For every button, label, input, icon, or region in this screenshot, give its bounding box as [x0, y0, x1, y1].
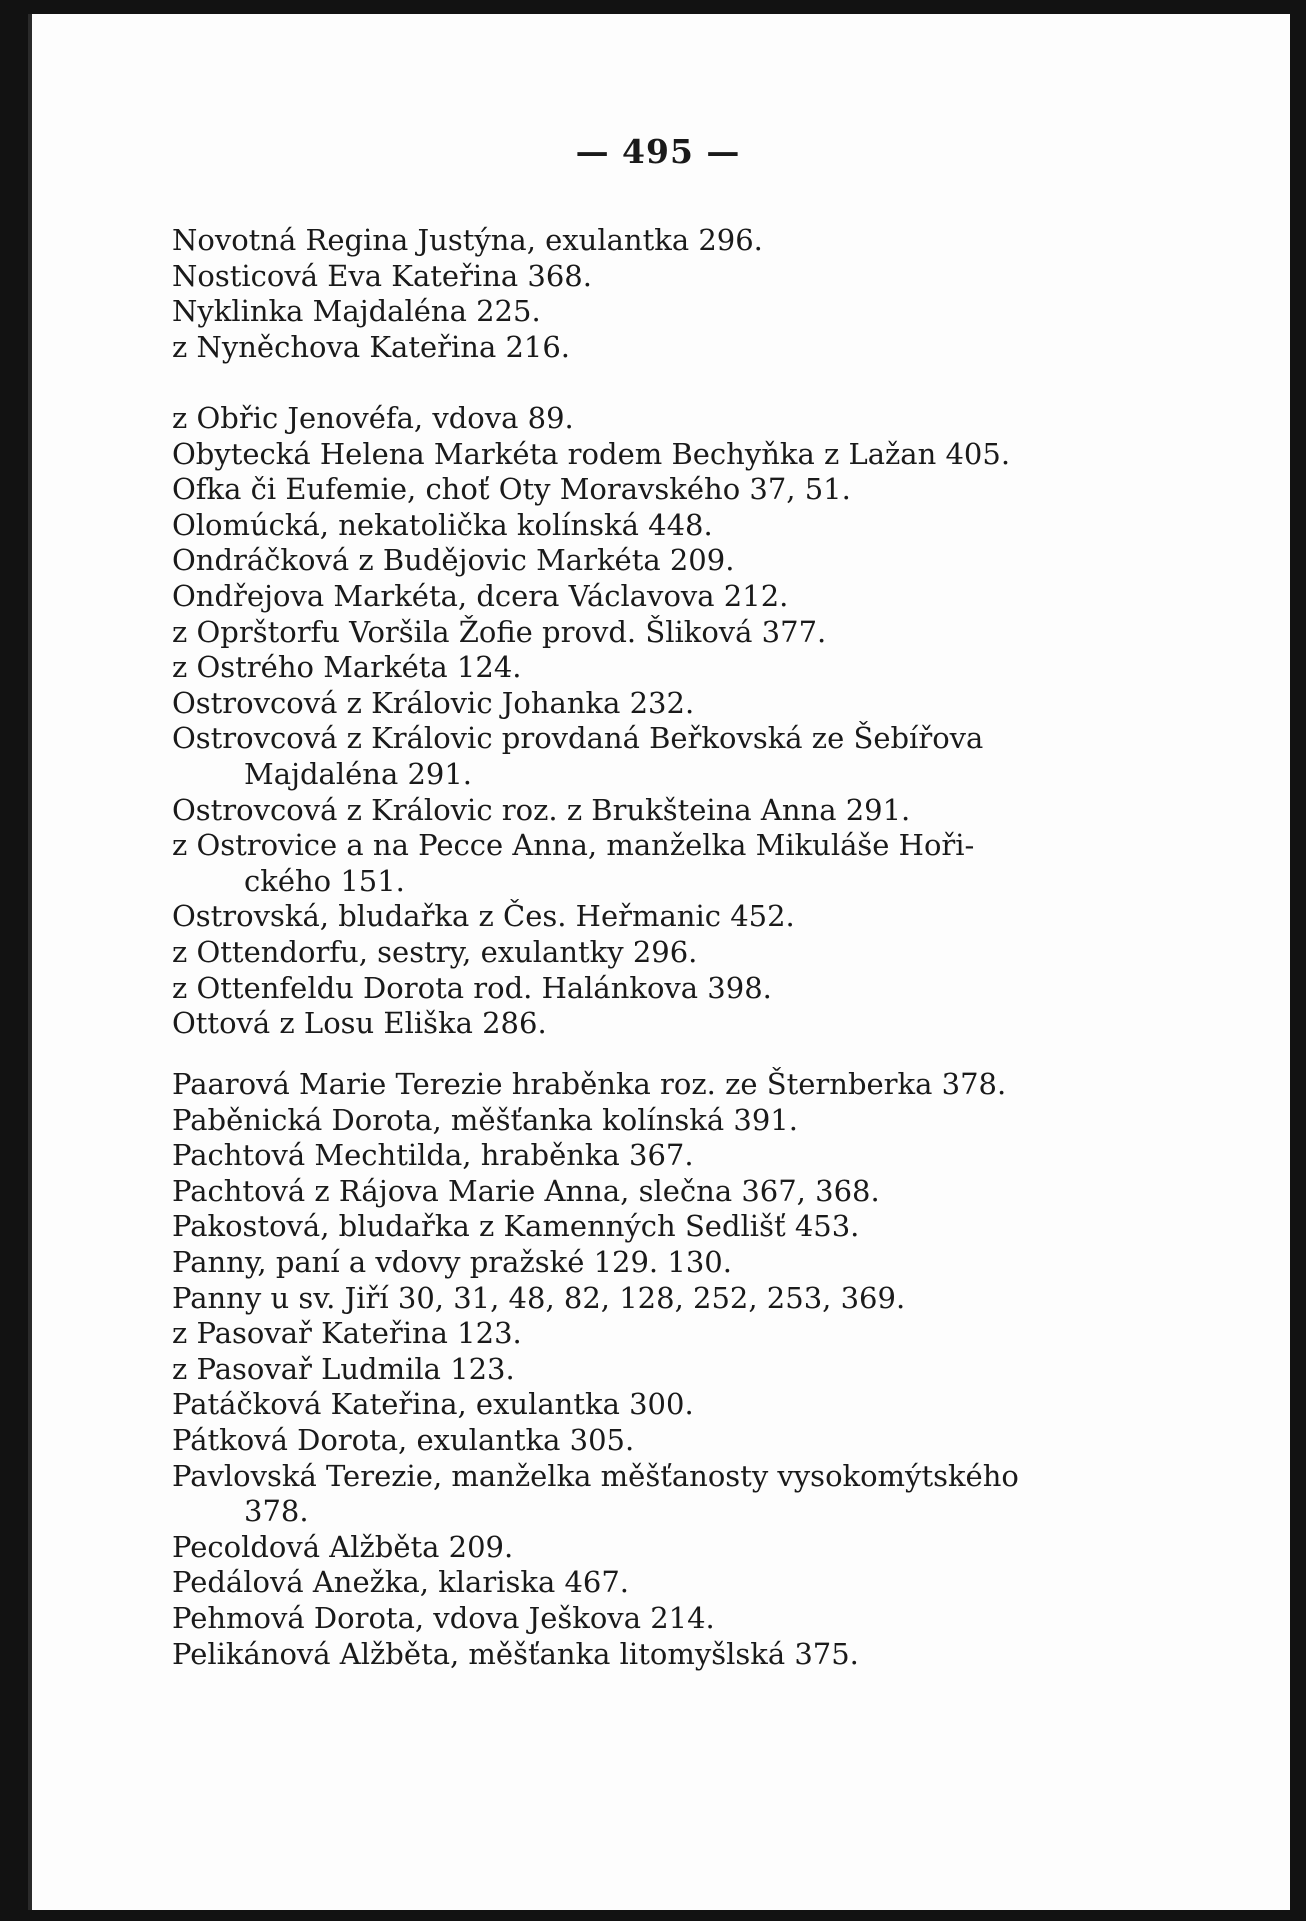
index-entry: z Pasovař Ludmila 123. [172, 1351, 515, 1386]
index-entry: Pehmová Dorota, vdova Ješkova 214. [172, 1600, 715, 1635]
book-page [28, 14, 1290, 1910]
index-entry: Ostrovcová z Královic roz. z Brukšteina Anna 291. [172, 792, 911, 827]
index-entry: z Ostrovice a na Pecce Anna, manželka Mikuláše Hoři- [172, 828, 975, 863]
index-entry: Pachtová z Rájova Marie Anna, slečna 367, 368. [172, 1173, 880, 1208]
index-entry: Pachtová Mechtilda, hraběnka 367. [172, 1138, 694, 1173]
index-entry-continuation: Majdaléna 291. [244, 756, 473, 791]
index-entry: Ostrovcová z Královic provdaná Beřkovská ze Šebířova [172, 721, 984, 756]
index-entry: Pavlovská Terezie, manželka měšťanosty vysokomýtského [172, 1458, 1019, 1493]
index-entry: Novotná Regina Justýna, exulantka 296. [172, 223, 763, 257]
index-entry: Pecoldová Alžběta 209. [172, 1529, 514, 1564]
index-entry: Ondřejova Markéta, dcera Václavova 212. [172, 578, 789, 613]
index-block-p [172, 1067, 1162, 1672]
index-entry: z Ottenfeldu Dorota rod. Halánkova 398. [172, 970, 772, 1005]
index-entry: Ostrovská, bludařka z Čes. Heřmanic 452. [172, 899, 795, 934]
index-entry: Panny, paní a vdovy pražské 129. 130. [172, 1244, 732, 1279]
index-block-n [172, 223, 1162, 365]
index-entry: Ondráčková z Budějovic Markéta 209. [172, 543, 735, 578]
index-entry: Pelikánová Alžběta, měšťanka litomyšlská 375. [172, 1636, 859, 1671]
index-entry: Patáčková Kateřina, exulantka 300. [172, 1387, 694, 1422]
index-entry: z Pasovař Kateřina 123. [172, 1316, 522, 1351]
index-entry: Pedálová Anežka, klariska 467. [172, 1565, 630, 1600]
index-entry-continuation: ckého 151. [244, 863, 405, 898]
index-entry: z Oprštorfu Voršila Žofie provd. Šliková 377. [172, 614, 827, 649]
index-entry: Obytecká Helena Markéta rodem Bechyňka z Lažan 405. [172, 436, 1011, 471]
index-entry: Pakostová, bludařka z Kamenných Sedlišť 453. [172, 1209, 860, 1244]
binding-edge [28, 14, 32, 1910]
index-entry: Ofka či Eufemie, choť Oty Moravského 37, 51. [172, 472, 851, 507]
index-entry: Panny u sv. Jiří 30, 31, 48, 82, 128, 252, 253, 369. [172, 1280, 906, 1315]
index-entry: z Ostrého Markéta 124. [172, 650, 522, 685]
index-entry: Paběnická Dorota, měšťanka kolínská 391. [172, 1102, 798, 1137]
index-entry: z Nyněchova Kateřina 216. [172, 329, 571, 364]
index-entry: z Ottendorfu, sestry, exulantky 296. [172, 934, 698, 969]
index-entry: Paarová Marie Terezie hraběnka roz. ze Šternberka 378. [172, 1067, 1007, 1101]
index-entry: Nyklinka Majdaléna 225. [172, 294, 541, 329]
page-number: — 495 — [575, 132, 741, 171]
index-entry: Nosticová Eva Kateřina 368. [172, 258, 592, 293]
index-entry: z Obřic Jenovéfa, vdova 89. [172, 401, 574, 435]
index-entry: Ostrovcová z Královic Johanka 232. [172, 685, 695, 720]
index-entry-continuation: 378. [244, 1494, 309, 1529]
index-entry: Olomúcká, nekatolička kolínská 448. [172, 507, 713, 542]
index-entry: Pátková Dorota, exulantka 305. [172, 1422, 635, 1457]
index-block-o [172, 401, 1162, 1042]
index-entry: Ottová z Losu Eliška 286. [172, 1006, 547, 1041]
